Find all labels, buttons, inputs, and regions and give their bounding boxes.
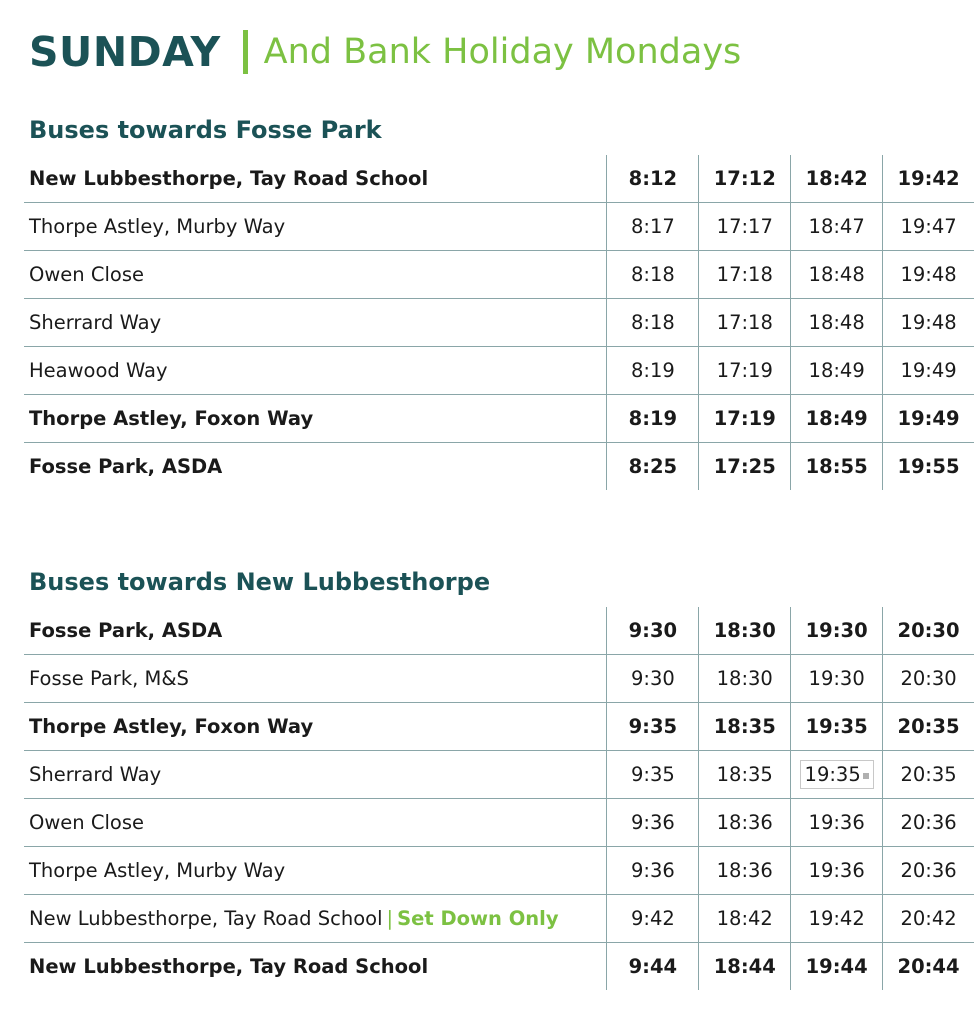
departure-time [607, 347, 699, 395]
departure-time [699, 347, 791, 395]
departure-time [699, 155, 791, 203]
stop-name: New Lubbesthorpe, Tay Road School [29, 907, 383, 930]
time-value: 19:30 [808, 667, 865, 690]
time-value: 18:49 [805, 407, 868, 430]
stop-name: Thorpe Astley, Foxon Way [29, 715, 314, 738]
time-value: 9:35 [630, 763, 675, 786]
time-value: 18:30 [713, 619, 776, 642]
time-value: 18:36 [716, 811, 773, 834]
time-value: 8:19 [630, 359, 675, 382]
stop-note: Set Down Only [397, 907, 559, 930]
stop-name: Sherrard Way [29, 311, 162, 334]
time-value: 19:42 [897, 167, 960, 190]
departure-time [791, 799, 883, 847]
departure-time [607, 799, 699, 847]
departure-time [607, 443, 699, 491]
timetable-row [24, 395, 974, 443]
departure-time [883, 155, 974, 203]
time-value: 19:36 [808, 859, 865, 882]
time-value: 20:35 [900, 763, 957, 786]
stop-name-cell [24, 251, 607, 299]
stop-name-cell [24, 703, 607, 751]
stop-name: Thorpe Astley, Murby Way [29, 859, 286, 882]
stop-name-cell [24, 847, 607, 895]
departure-time [607, 703, 699, 751]
timetable-row [24, 751, 974, 799]
time-value: 8:25 [628, 455, 678, 478]
stop-name-cell [24, 607, 607, 655]
header-divider [243, 30, 248, 74]
departure-time [607, 203, 699, 251]
timetable-row [24, 155, 974, 203]
timetable-row [24, 347, 974, 395]
time-value: 9:30 [628, 619, 678, 642]
time-value: 17:18 [716, 263, 773, 286]
timetable-row [24, 203, 974, 251]
departure-time [699, 251, 791, 299]
time-value: 19:48 [900, 311, 957, 334]
time-value: 8:18 [630, 263, 675, 286]
timetable-row [24, 443, 974, 491]
time-value: 9:30 [630, 667, 675, 690]
timetable-row [24, 299, 974, 347]
stop-name: Owen Close [29, 263, 144, 286]
departure-time [883, 607, 974, 655]
departure-time [607, 655, 699, 703]
departure-time [883, 703, 974, 751]
time-value: 20:30 [900, 667, 957, 690]
time-value: 17:18 [716, 311, 773, 334]
time-value: 18:49 [808, 359, 865, 382]
time-value: 18:36 [716, 859, 773, 882]
day-title: SUNDAY [29, 28, 221, 76]
departure-time [699, 607, 791, 655]
time-value: 9:36 [630, 811, 675, 834]
time-value: 18:44 [713, 955, 776, 978]
time-value: 19:42 [808, 907, 865, 930]
departure-time [791, 943, 883, 991]
stop-name: New Lubbesthorpe, Tay Road School [29, 167, 429, 190]
stop-name: Thorpe Astley, Murby Way [29, 215, 286, 238]
timetable-row [24, 655, 974, 703]
departure-time [607, 299, 699, 347]
stop-name-cell [24, 799, 607, 847]
departure-time [791, 251, 883, 299]
departure-time [883, 655, 974, 703]
time-value: 20:42 [900, 907, 957, 930]
time-value: 19:47 [900, 215, 957, 238]
time-value: 20:44 [897, 955, 960, 978]
stop-name-cell [24, 443, 607, 491]
time-value: 19:44 [805, 955, 868, 978]
departure-time [883, 347, 974, 395]
departure-time [699, 799, 791, 847]
departure-time [883, 395, 974, 443]
time-value: 20:36 [900, 811, 957, 834]
time-value: 18:35 [713, 715, 776, 738]
stop-name: Thorpe Astley, Foxon Way [29, 407, 314, 430]
stop-name: Fosse Park, ASDA [29, 455, 223, 478]
time-value: 17:19 [713, 407, 776, 430]
departure-time [699, 895, 791, 943]
departure-time [791, 655, 883, 703]
departure-time [791, 443, 883, 491]
departure-time [699, 203, 791, 251]
timetable-fosse-park [24, 155, 974, 490]
time-value: 8:18 [630, 311, 675, 334]
section-title-fosse-park: Buses towards Fosse Park [29, 116, 382, 144]
departure-time [699, 655, 791, 703]
stop-name-cell [24, 299, 607, 347]
timetable-new-lubbesthorpe [24, 607, 974, 990]
departure-time [883, 203, 974, 251]
departure-time [607, 943, 699, 991]
stop-name: Fosse Park, ASDA [29, 619, 223, 642]
departure-time [791, 203, 883, 251]
time-value: 8:19 [628, 407, 678, 430]
note-divider: | [386, 907, 394, 930]
departure-time [607, 607, 699, 655]
departure-time [607, 895, 699, 943]
stop-name: New Lubbesthorpe, Tay Road School [29, 955, 429, 978]
departure-time [883, 943, 974, 991]
departure-time [791, 155, 883, 203]
stop-name-cell [24, 655, 607, 703]
time-value: 20:36 [900, 859, 957, 882]
stop-name-cell [24, 203, 607, 251]
timetable-row [24, 799, 974, 847]
time-value: 19:35 [804, 763, 861, 786]
departure-time [791, 607, 883, 655]
stop-name: Fosse Park, M&S [29, 667, 189, 690]
time-value: 18:55 [805, 455, 868, 478]
time-value: 20:30 [897, 619, 960, 642]
timetable-row [24, 895, 974, 943]
departure-time [883, 847, 974, 895]
departure-time [791, 299, 883, 347]
time-value: 18:42 [716, 907, 773, 930]
departure-time [883, 895, 974, 943]
departure-time [791, 751, 883, 799]
time-value: 19:49 [900, 359, 957, 382]
time-value: 19:49 [897, 407, 960, 430]
time-value: 17:12 [713, 167, 776, 190]
departure-time [607, 155, 699, 203]
departure-time [883, 251, 974, 299]
stop-name: Sherrard Way [29, 763, 162, 786]
departure-time [699, 847, 791, 895]
time-value: 19:48 [900, 263, 957, 286]
departure-time [791, 847, 883, 895]
departure-time [883, 751, 974, 799]
time-value: 18:47 [808, 215, 865, 238]
stop-name-cell [24, 347, 607, 395]
stop-name: Heawood Way [29, 359, 168, 382]
resize-handle-icon[interactable] [863, 773, 869, 779]
departure-time [791, 347, 883, 395]
time-value: 9:42 [630, 907, 675, 930]
stop-name-cell [24, 155, 607, 203]
page-header [29, 26, 741, 78]
time-value: 18:35 [716, 763, 773, 786]
time-value: 20:35 [897, 715, 960, 738]
departure-time [607, 847, 699, 895]
departure-time [699, 751, 791, 799]
time-value: 18:48 [808, 263, 865, 286]
time-value: 17:17 [716, 215, 773, 238]
departure-time [607, 751, 699, 799]
time-value: 19:30 [805, 619, 868, 642]
timetable-row [24, 703, 974, 751]
departure-time [883, 799, 974, 847]
selected-cell-box[interactable] [800, 760, 874, 789]
departure-time [883, 299, 974, 347]
time-value: 8:17 [630, 215, 675, 238]
departure-time [607, 251, 699, 299]
timetable-row [24, 943, 974, 991]
stop-name-cell [24, 751, 607, 799]
time-value: 9:36 [630, 859, 675, 882]
stop-name-cell [24, 395, 607, 443]
timetable-row [24, 607, 974, 655]
departure-time [791, 703, 883, 751]
stop-name: Owen Close [29, 811, 144, 834]
time-value: 18:48 [808, 311, 865, 334]
time-value: 19:36 [808, 811, 865, 834]
departure-time [699, 443, 791, 491]
departure-time [699, 943, 791, 991]
time-value: 18:42 [805, 167, 868, 190]
departure-time [791, 395, 883, 443]
day-subtitle: And Bank Holiday Mondays [263, 32, 742, 72]
section-title-new-lubbesthorpe: Buses towards New Lubbesthorpe [29, 568, 491, 596]
departure-time [883, 443, 974, 491]
time-value: 8:12 [628, 167, 678, 190]
time-value: 17:25 [713, 455, 776, 478]
time-value: 9:35 [628, 715, 678, 738]
stop-name-cell [24, 895, 607, 943]
departure-time [699, 703, 791, 751]
time-value: 9:44 [628, 955, 678, 978]
time-value: 19:35 [805, 715, 868, 738]
time-value: 19:55 [897, 455, 960, 478]
departure-time [607, 395, 699, 443]
time-value: 18:30 [716, 667, 773, 690]
timetable-row [24, 251, 974, 299]
timetable-row [24, 847, 974, 895]
departure-time [791, 895, 883, 943]
departure-time [699, 395, 791, 443]
departure-time [699, 299, 791, 347]
stop-name-cell [24, 943, 607, 991]
time-value: 17:19 [716, 359, 773, 382]
